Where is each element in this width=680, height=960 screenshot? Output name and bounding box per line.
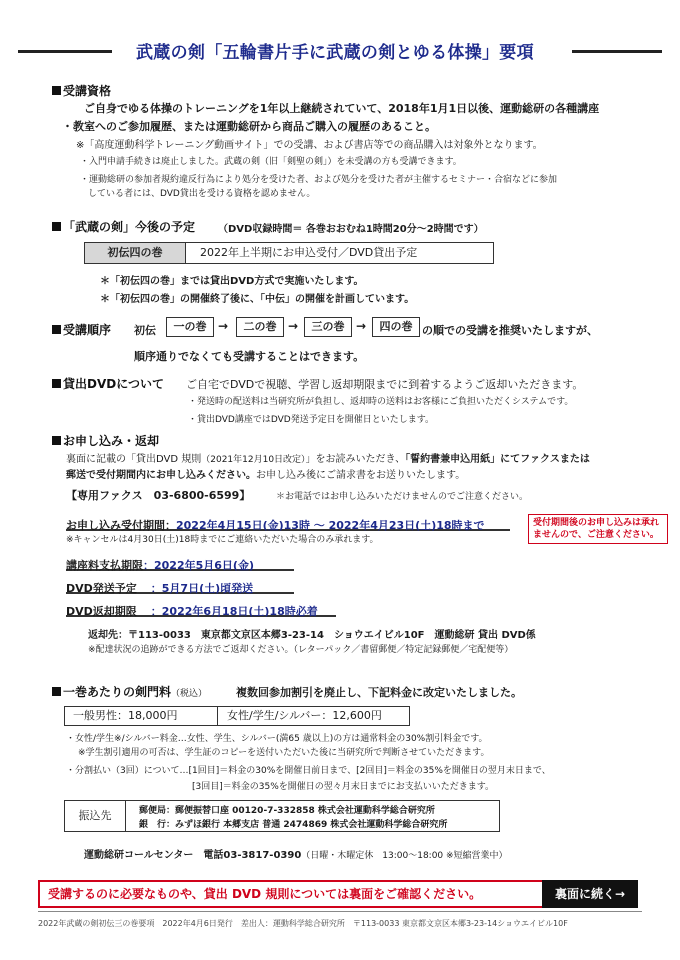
eligibility-note3b: している者には、DVD貸出を受ける資格を認めません。 bbox=[88, 189, 316, 199]
apply-line2: 郵送で受付期間内にお申し込みください。お申し込み後にご請求書をお送りいたします。 bbox=[66, 470, 466, 481]
dvd-length-note: （DVD収録時間＝ 各巻おおむね1時間20分〜2時間です） bbox=[218, 224, 484, 235]
rental-desc: ご自宅でDVDで視聴、学習し返却期限までに到着するようご返却いただきます。 bbox=[186, 378, 584, 391]
section-schedule-heading: 「武蔵の剣」今後の予定 bbox=[52, 218, 195, 235]
section-eligibility-heading: 受講資格 bbox=[52, 82, 111, 99]
schedule-note2: ＊「初伝四の巻」の開催終了後に、「中伝」の開催を計画しています。 bbox=[100, 294, 415, 305]
dvd-return-deadline: DVD返却期限 ：2022年6月18日(土)18時必着 bbox=[66, 600, 336, 617]
footer-publication-info: 2022年武蔵の剣初伝三の巻要項 2022年4月6日発行 差出人：運動科学総合研究所 〒113-0033 東京都文京区本郷3-23-14ショウエイビル10F bbox=[38, 919, 568, 928]
cancel-note: ※キャンセルは4月30日(土)18時までにご連絡いただいた場合のみ承れます。 bbox=[66, 535, 379, 545]
late-application-note: 受付期間後のお申し込みは承れませんので、ご注意ください。 bbox=[528, 514, 668, 544]
schedule-note1: ＊「初伝四の巻」までは貸出DVD方式で実施いたします。 bbox=[100, 276, 364, 287]
continue-back-button[interactable]: 裏面に続く→ bbox=[542, 880, 638, 908]
application-period: お申し込み受付期間：2022年4月15日(金)13時 〜 2022年4月23日(土)18時まで bbox=[66, 514, 510, 531]
rental-note2: ・貸出DVD講座ではDVD発送予定日を開催日といたします。 bbox=[188, 415, 434, 425]
price-discount: 女性/学生/シルバー：12,600円 bbox=[227, 709, 382, 722]
title-rule-right bbox=[572, 50, 662, 53]
price-note4: [3回目]＝料金の35%を開催日の翌々月末日までにお支払いいただきます。 bbox=[192, 782, 495, 792]
price-general: 一般男性：18,000円 bbox=[65, 707, 218, 725]
fax-note: ＊お電話ではお申し込みいただけませんのでご注意ください。 bbox=[276, 492, 529, 502]
order-arrow-2: → bbox=[288, 319, 299, 333]
price-table bbox=[64, 706, 410, 726]
section-apply-heading: お申し込み・返却 bbox=[52, 432, 159, 449]
section-price-heading: 一巻あたりの剣門料（税込） bbox=[52, 683, 207, 700]
price-change-note: 複数回参加割引を廃止し、下記料金に改定いたしました。 bbox=[236, 686, 522, 699]
section-rental-heading: 貸出DVDについて bbox=[52, 375, 164, 392]
rental-note1: ・発送時の配送料は当研究所が負担し、返却時の送料はお客様にご負担いただくシステムです。 bbox=[188, 397, 574, 407]
footer-divider bbox=[38, 911, 642, 912]
course-label: 初伝四の巻 bbox=[85, 243, 186, 263]
page-title-row bbox=[18, 38, 662, 64]
page-title: 武蔵の剣「五輪書片手に武蔵の剣とゆる体操」要項 bbox=[136, 43, 534, 63]
course-schedule-table bbox=[84, 242, 494, 264]
transfer-table bbox=[64, 800, 500, 832]
call-center: 運動総研コールセンター 電話03-3817-0390（日曜・木曜定休 13:00〜18:00 ※短縮営業中） bbox=[84, 850, 508, 861]
order-vol4: 四の巻 bbox=[372, 317, 420, 337]
banner-text: 受講するのに必要なものや、貸出 DVD 規則については裏面をご確認ください。 bbox=[48, 887, 482, 901]
order-prefix: 初伝 bbox=[134, 324, 156, 337]
order-arrow-3: → bbox=[356, 319, 367, 333]
order-vol3: 三の巻 bbox=[304, 317, 352, 337]
apply-line1: 裏面に記載の「貸出DVD 規則（2021年12月10日改定）」をお読みいただき、「誓約書兼申込用紙」にてファクスまたは bbox=[66, 454, 590, 465]
order-vol1: 一の巻 bbox=[166, 317, 214, 337]
fax-number: 【専用ファクス 03-6800-6599】 bbox=[66, 489, 251, 502]
price-note2: ※学生割引適用の可否は、学生証のコピーを送付いただいた後に当研究所で判断させていただきます。 bbox=[78, 748, 490, 758]
eligibility-note2: ・入門申請手続きは廃止しました。武蔵の剣（旧「剣聖の剣」）を未受講の方も受講できます。 bbox=[80, 157, 462, 167]
transfer-bank: 銀 行：みずほ銀行 本郷支店 普通 2474869 株式会社運動科学総合研究所 bbox=[139, 820, 448, 830]
price-note1: ・女性/学生※/シルバー料金…女性、学生、シルバー(満65 歳以上)の方は通常料金の30%割引料金です。 bbox=[66, 734, 488, 744]
course-value: 2022年上半期にお申込受付／DVD貸出予定 bbox=[200, 246, 418, 259]
order-arrow-1: → bbox=[218, 319, 229, 333]
price-note3: ・分割払い（3回）について…[1回目]＝料金の30%を開催日前日まで、[2回目]＝料金の35%を開催日の翌月末日まで、 bbox=[66, 766, 551, 776]
dvd-ship-date: DVD発送予定 ：5月7日(土)頃発送 bbox=[66, 577, 294, 594]
payment-deadline: 講座料支払期限：2022年5月6日(金) bbox=[66, 554, 294, 571]
back-side-banner bbox=[38, 880, 638, 908]
title-rule-left bbox=[18, 50, 112, 53]
order-line2: 順序通りでなくても受講することはできます。 bbox=[134, 350, 365, 363]
eligibility-line2: ・教室へのご参加履歴、または運動総研から商品ご購入の履歴のあること。 bbox=[62, 120, 436, 133]
eligibility-line1: ご自身でゆる体操のトレーニングを1年以上継続されていて、2018年1月1日以後、運動総研の各種講座 bbox=[84, 102, 600, 115]
section-order-heading: 受講順序 bbox=[52, 321, 111, 338]
eligibility-note3a: ・運動総研の参加者規約違反行為により処分を受けた者、および処分を受けた者が主催するセミナー・合宿などに参加 bbox=[80, 175, 558, 185]
transfer-label: 振込先 bbox=[65, 801, 126, 831]
eligibility-note1: ※「高度運動科学トレーニング動画サイト」での受講、および書店等での商品購入は対象外となります。 bbox=[76, 140, 543, 151]
order-suffix: の順での受講を推奨いたしますが、 bbox=[422, 324, 598, 337]
order-vol2: 二の巻 bbox=[236, 317, 284, 337]
return-address: 返却先：〒113-0033 東京都文京区本郷3-23-14 ショウエイビル10F 運動総研 貸出 DVD係 bbox=[88, 630, 536, 641]
return-note: ※配達状況の追跡ができる方法でご返却ください。（レターパック／書留郵便／特定記録郵便／宅配便等） bbox=[88, 645, 514, 655]
transfer-postal: 郵便局：郵便振替口座 00120-7-332858 株式会社運動科学総合研究所 bbox=[139, 806, 435, 816]
